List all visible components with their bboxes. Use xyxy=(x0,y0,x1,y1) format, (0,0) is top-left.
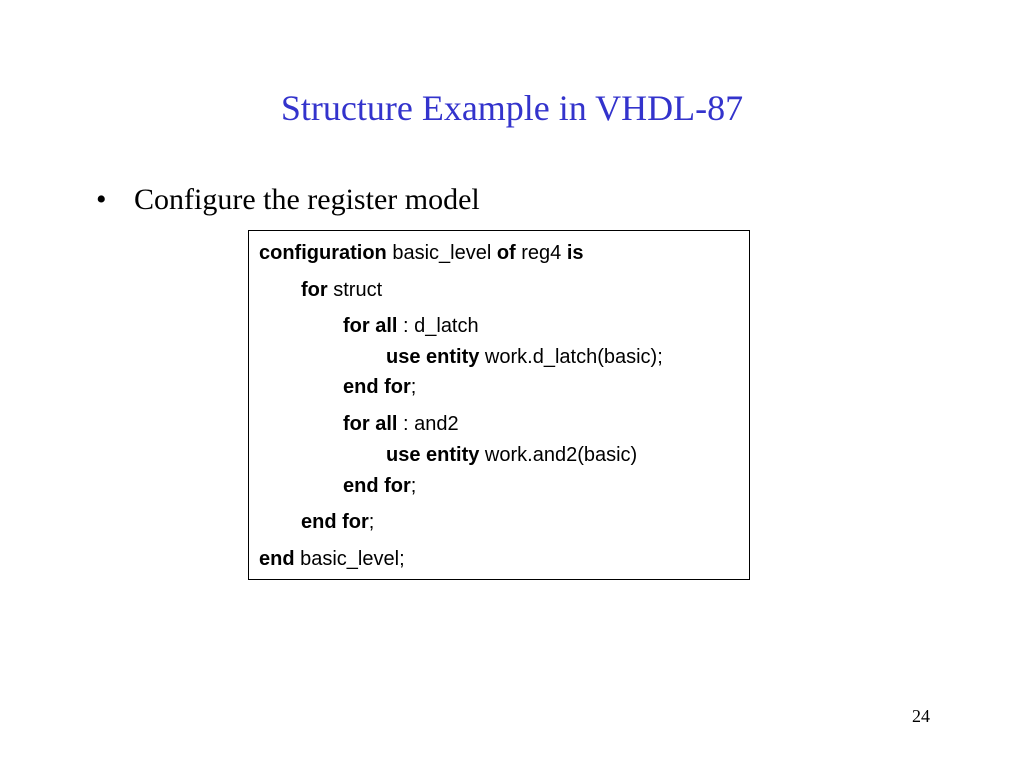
keyword: end for xyxy=(343,475,411,497)
code-text: struct xyxy=(327,279,383,301)
code-text: : d_latch xyxy=(397,315,479,337)
keyword: configuration xyxy=(259,242,387,264)
code-line-7 xyxy=(386,443,637,467)
code-text: : and2 xyxy=(397,413,459,435)
code-line-10 xyxy=(259,547,405,571)
code-line-9 xyxy=(301,510,374,534)
keyword: of xyxy=(496,242,516,264)
code-text: work.and2(basic) xyxy=(479,444,638,466)
bullet-marker: • xyxy=(96,183,107,216)
keyword: end for xyxy=(343,376,411,398)
code-text: basic_level xyxy=(386,242,497,264)
keyword: for all xyxy=(343,413,398,435)
code-line-3 xyxy=(343,314,479,338)
bullet-item xyxy=(96,180,480,220)
code-line-2 xyxy=(301,278,382,302)
keyword: use entity xyxy=(386,346,480,368)
code-text: work.d_latch(basic); xyxy=(479,346,663,368)
keyword: end xyxy=(259,548,295,570)
bullet-text: Configure the register model xyxy=(134,183,480,216)
code-line-8 xyxy=(343,474,416,498)
keyword: for all xyxy=(343,315,398,337)
keyword: for xyxy=(301,279,328,301)
code-line-5 xyxy=(343,375,416,399)
code-line-1 xyxy=(259,241,584,265)
keyword: use entity xyxy=(386,444,480,466)
keyword: is xyxy=(566,242,584,264)
code-text: basic_level; xyxy=(294,548,405,570)
code-text: ; xyxy=(368,511,375,533)
code-text: reg4 xyxy=(515,242,567,264)
page-number: 24 xyxy=(912,706,930,726)
keyword: end for xyxy=(301,511,369,533)
code-block xyxy=(248,230,750,580)
slide-title: Structure Example in VHDL-87 xyxy=(280,88,744,128)
code-text: ; xyxy=(410,376,417,398)
code-line-6 xyxy=(343,412,459,436)
code-text: ; xyxy=(410,475,417,497)
code-line-4 xyxy=(386,345,663,369)
